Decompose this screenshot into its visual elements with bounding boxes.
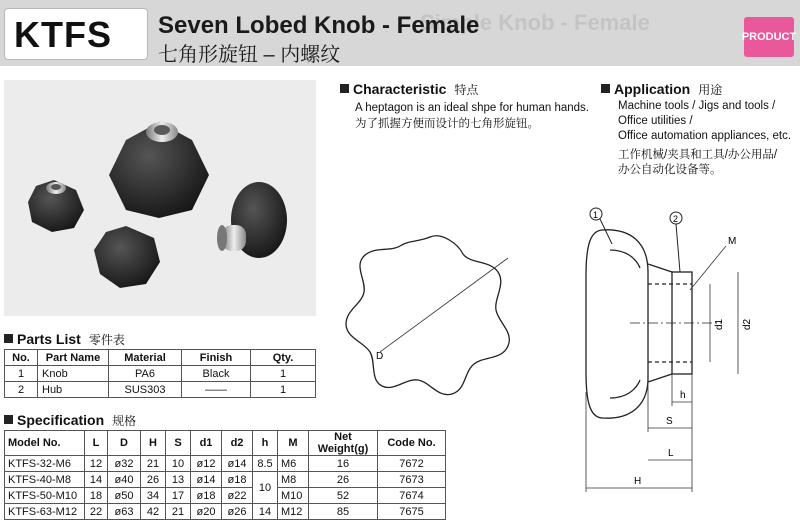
table-cell: 10 [253,472,278,504]
product-code: KTFS [14,14,112,55]
table-cell: 7673 [378,472,446,488]
table-cell: 21 [141,456,166,472]
dimension-label-d2: d2 [742,318,753,330]
knob-large-image [109,122,209,218]
column-header: Part Name [38,350,109,366]
table-cell: ø20 [191,504,222,520]
column-header: H [141,431,166,456]
parts-list-heading [4,331,125,348]
knob-top-image [94,226,160,288]
specification-heading-zh: 规格 [112,414,137,428]
column-header: L [85,431,108,456]
bullet-square-icon [340,84,349,93]
table-cell: ø40 [108,472,141,488]
table-cell: ø32 [108,456,141,472]
side-view [586,230,722,418]
table-cell: 22 [85,504,108,520]
table-cell: ø14 [191,472,222,488]
table-cell: M12 [278,504,309,520]
table-cell: KTFS-63-M12 [5,504,85,520]
table-cell: 8.5 [253,456,278,472]
front-view [346,236,509,395]
dimension-label-hh: H [634,476,642,487]
table-cell: KTFS-40-M8 [5,472,85,488]
characteristic-text-zh: 为了抓握方便而设计的七角形旋钮。 [355,118,539,130]
bullet-square-icon [4,334,13,343]
characteristic-text-en: A heptagon is an ideal shpe for human hands. [355,102,590,114]
application-text [618,99,791,178]
table-cell: 7672 [378,456,446,472]
dimension-label-d1: d1 [714,318,725,330]
characteristic-heading-zh: 特点 [454,83,479,97]
table-cell: 12 [85,456,108,472]
table-cell: ø14 [222,456,253,472]
table-cell: ø22 [222,488,253,504]
table-cell: ø18 [191,488,222,504]
column-header: Code No. [378,431,446,456]
table-cell: 1 [251,382,316,398]
table-cell: PA6 [109,366,182,382]
dimension-line-m [690,246,726,290]
table-cell: Knob [38,366,109,382]
callout-1-leader [600,219,612,244]
table-cell: ø50 [108,488,141,504]
callout-1-label: 1 [593,210,599,220]
callout-2-label: 2 [673,214,679,224]
specification-heading [4,412,136,429]
table-cell: M6 [278,456,309,472]
table-cell: 18 [85,488,108,504]
table-cell: KTFS-50-M10 [5,488,85,504]
specification-heading-en: Specification [17,412,105,428]
column-header: d2 [222,431,253,456]
knob-side-image [217,182,287,258]
table-cell: 14 [253,504,278,520]
knob-small-image [28,180,84,232]
table-cell: 13 [166,472,191,488]
table-cell: 7675 [378,504,446,520]
bullet-square-icon [601,84,610,93]
column-header: D [108,431,141,456]
table-cell: 2 [5,382,38,398]
technical-drawing [330,192,796,517]
table-cell: 34 [141,488,166,504]
column-header: Net Weight(g) [309,431,378,456]
column-header: S [166,431,191,456]
table-cell: M10 [278,488,309,504]
table-cell: 1 [5,366,38,382]
application-line: 工作机械/夹具和工具/办公用品/ [618,149,778,161]
column-header: No. [5,350,38,366]
table-cell: 17 [166,488,191,504]
table-cell: Black [182,366,251,382]
bullet-square-icon [4,415,13,424]
table-cell: 10 [166,456,191,472]
table-cell: 26 [141,472,166,488]
column-header: Qty. [251,350,316,366]
column-header: Material [109,350,182,366]
application-line: 办公自动化设备等。 [618,164,722,176]
table-cell: 52 [309,488,378,504]
parts-table [4,349,316,398]
table-cell: ø63 [108,504,141,520]
title-chinese: 七角形旋钮 – 内螺纹 [158,44,341,66]
table-cell: ø18 [222,472,253,488]
table-cell: KTFS-32-M6 [5,456,85,472]
table-cell: 26 [309,472,378,488]
dimension-label-m: M [728,236,737,247]
table-cell: 85 [309,504,378,520]
table-header-row [5,350,316,366]
table-cell: 14 [85,472,108,488]
column-header: M [278,431,309,456]
table-cell: Hub [38,382,109,398]
table-cell: 7674 [378,488,446,504]
characteristic-heading-en: Characteristic [353,81,447,97]
application-line: Machine tools / Jigs and tools / [618,100,776,112]
product-photo [4,80,316,316]
table-cell: ø26 [222,504,253,520]
horizontal-dimension-lines [586,374,692,492]
background-ghost-text: Simple Knob - Female [420,10,650,35]
column-header: d1 [191,431,222,456]
table-cell: SUS303 [109,382,182,398]
table-cell: 16 [309,456,378,472]
table-cell: 21 [166,504,191,520]
table-cell: ø12 [191,456,222,472]
table-row [5,366,316,382]
title-english: Seven Lobed Knob - Female [158,12,480,39]
column-header: Finish [182,350,251,366]
application-line: Office automation appliances, etc. [618,130,792,142]
parts-list-heading-en: Parts List [17,331,81,347]
application-line: Office utilities / [618,115,693,127]
column-header: h [253,431,278,456]
application-heading-en: Application [614,81,691,97]
table-cell: 42 [141,504,166,520]
application-heading-zh: 用途 [698,83,723,97]
product-badge: PRODUCT [744,17,794,57]
parts-list-heading-zh: 零件表 [88,333,125,347]
dimension-label-h: h [680,390,686,401]
dimension-line-d [380,258,508,352]
column-header: Model No. [5,431,85,456]
characteristic-heading [340,81,478,98]
dimension-label-d: D [376,351,384,362]
dimension-label-l: L [668,448,674,459]
application-heading [601,81,722,98]
table-cell: M8 [278,472,309,488]
table-row [5,382,316,398]
callout-2-leader [676,224,680,272]
table-cell: 1 [251,366,316,382]
table-cell: —— [182,382,251,398]
dimension-label-s: S [666,416,673,427]
